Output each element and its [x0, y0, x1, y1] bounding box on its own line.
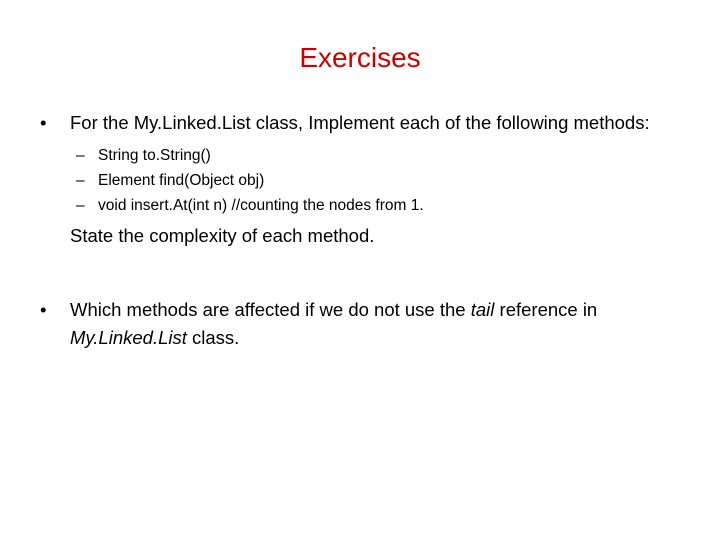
dash-mark: – [76, 147, 85, 164]
bullet-mark: • [40, 112, 47, 133]
slide-title: Exercises [299, 42, 421, 73]
bullet-item-linked-list-methods [40, 109, 680, 250]
text-segment: reference in [494, 299, 598, 320]
text-segment: class. [186, 327, 240, 348]
dash-mark: – [76, 197, 85, 214]
sub-item-tostring [76, 143, 680, 168]
sub-item-text: Element find(Object obj) [98, 172, 265, 189]
method-sublist [40, 143, 680, 218]
sub-item-text: void insert.At(int n) //counting the nodes from 1. [98, 197, 424, 214]
bullet-text [70, 296, 680, 352]
dash-mark: – [76, 172, 85, 189]
emphasis-class-name: My.Linked.List [70, 327, 187, 348]
complexity-note: State the complexity of each method. [70, 225, 375, 246]
bullet-item-tail-reference [40, 296, 680, 352]
emphasis-tail: tail [470, 299, 495, 320]
sub-item-insertat [76, 193, 680, 218]
bullet-mark: • [40, 299, 47, 320]
sub-item-text: String to.String() [98, 147, 211, 164]
text-segment: Which methods are affected if we do not use the [70, 299, 471, 320]
sub-item-find [76, 168, 680, 193]
bullet-text: For the My.Linked.List class, Implement each of the following methods: [70, 112, 650, 133]
